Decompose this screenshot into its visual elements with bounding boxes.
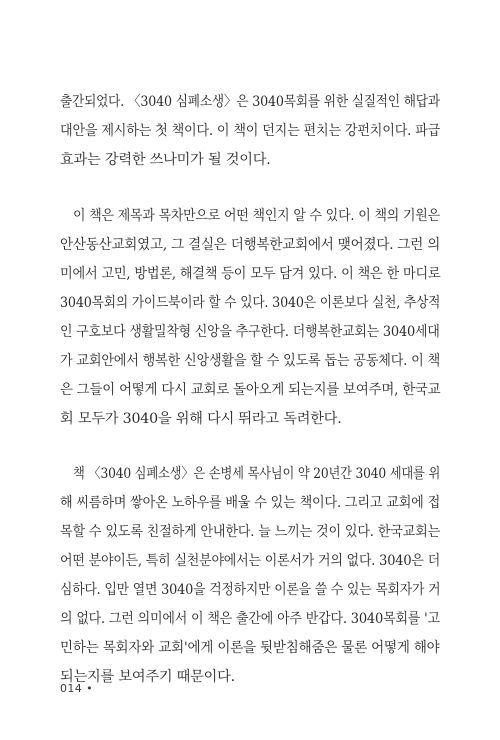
text-line: 은 그들이 어떻게 다시 교회로 돌아오게 되는지를 보여주며, 한국교 <box>60 382 441 398</box>
text-line: 효과는 강력한 쓰나미가 될 것이다. <box>60 152 271 168</box>
text-line: 안산동산교회였고, 그 결실은 더행복한교회에서 맺어졌다. 그런 의 <box>60 237 441 253</box>
text-line: 심하다. 입만 열면 3040을 걱정하지만 이론을 쓸 수 있는 목회자가 거 <box>60 582 441 598</box>
text-line: 대안을 제시하는 첫 책이다. 이 책이 던지는 편치는 강펀치이다. 파급 <box>60 123 441 139</box>
text-line: 책 〈3040 심폐소생〉은 손병세 목사님이 약 20년간 3040 세대를 위 <box>73 466 441 482</box>
text-line: 어떤 분야이든, 특히 실천분야에서는 이론서가 거의 없다. 3040은 더 <box>60 553 441 569</box>
text-line: 가 교회안에서 행복한 신앙생활을 할 수 있도록 돕는 공동체다. 이 책 <box>60 353 441 369</box>
text-line: 민하는 목회자와 교회'에게 이론을 뒷받침해줌은 물론 어떻게 해야 <box>60 640 440 656</box>
text-line: 출간되었다. 〈3040 심폐소생〉은 3040목회를 위한 실질적인 해답과 <box>60 94 440 110</box>
text-line: 3040목회의 가이드북이라 할 수 있다. 3040은 이론보다 실천, 추상적 <box>60 295 441 311</box>
text-line: 목할 수 있도록 친절하게 안내한다. 늘 느끼는 것이 있다. 한국교회는 <box>60 524 441 540</box>
text-line: 의 없다. 그런 의미에서 이 책은 출간에 아주 반갑다. 3040목회를 '고 <box>60 611 440 627</box>
page-number: 014 • <box>60 682 93 695</box>
text-line: 해 씨름하며 쌓아온 노하우를 배울 수 있는 책이다. 그리고 교회에 접 <box>60 495 441 511</box>
text-line: 미에서 고민, 방법론, 해결책 등이 모두 담겨 있다. 이 책은 한 마디로 <box>60 266 441 282</box>
text-line: 인 구호보다 생활밀착형 신앙을 추구한다. 더행복한교회는 3040세대 <box>60 324 440 340</box>
text-line: 회 모두가 3040을 위해 다시 뛰라고 독려한다. <box>60 411 342 427</box>
text-line: 이 책은 제목과 목차만으로 어떤 책인지 알 수 있다. 이 책의 기원은 <box>73 208 440 224</box>
text-line: 되는지를 보여주기 때문이다. <box>60 669 235 685</box>
